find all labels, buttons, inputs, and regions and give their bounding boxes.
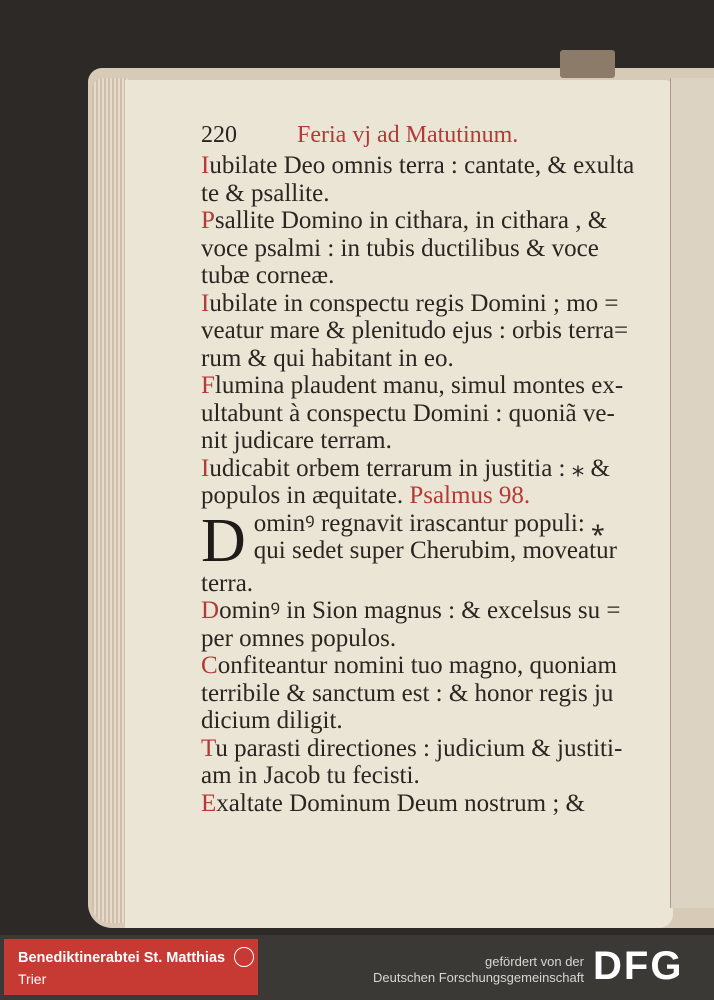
verse-text: rum & qui habitant in eo.	[201, 344, 454, 372]
verse-text: voce psalmi : in tubis ductilibus & voce	[201, 234, 599, 262]
verse-text: terribile & sanctum est : & honor regis ju	[201, 679, 614, 707]
organization-name: Benediktinerabtei St. Matthias	[18, 950, 226, 966]
psalm-heading-line	[201, 482, 646, 510]
red-initial: T	[201, 734, 216, 762]
verse-text: dicium diligit.	[201, 707, 343, 734]
verse-text: onfiteantur nomini tuo magno, quoniam	[217, 652, 617, 679]
dropcap-line: ominꝰ regnavit irascantur populi: ⁎	[253, 509, 605, 537]
verse-text: per omnes populos.	[201, 624, 397, 652]
verse-block-2	[201, 597, 646, 817]
verse-line	[201, 372, 646, 400]
bookmark-tab	[560, 50, 615, 78]
verse-line	[201, 400, 646, 428]
verse-text: am in Jacob tu fecisti.	[201, 762, 420, 789]
red-initial: E	[201, 789, 217, 817]
verse-text: nit judicare terram.	[201, 427, 392, 454]
verse-text: ubilate in conspectu regis Domini ; mo =	[209, 289, 619, 317]
right-page-edge	[670, 78, 714, 908]
verse-line	[201, 152, 646, 180]
running-title: Feria vj ad Matutinum.	[297, 122, 519, 148]
verse-line	[201, 207, 646, 235]
verse-text: xaltate Dominum Deum nostrum ; &	[216, 789, 585, 817]
page-number: 220	[201, 122, 237, 148]
red-initial: D	[201, 597, 220, 624]
verse-text: te & psallite.	[201, 179, 330, 207]
organization-box[interactable]	[4, 939, 258, 995]
verse-line	[201, 735, 646, 763]
verse-line	[201, 235, 646, 263]
verse-line	[201, 317, 646, 345]
dfg-logo[interactable]: DFG	[593, 944, 684, 988]
dropcap-verse	[201, 506, 646, 598]
verse-text: lumina plaudent manu, simul montes ex-	[214, 372, 624, 399]
funding-line-1: gefördert von der	[484, 954, 584, 969]
red-initial: C	[201, 652, 218, 679]
verse-line	[201, 290, 646, 318]
page-edges	[92, 78, 128, 923]
verse-text: udicabit orbem terrarum in justitia : ⁎ &	[209, 454, 610, 482]
verse-text: u parasti directiones : judicium & justiti-	[215, 734, 623, 762]
organization-city: Trier	[18, 971, 47, 987]
abbey-logo-icon	[234, 947, 254, 967]
verse-block-1	[201, 152, 646, 482]
verse-line	[201, 345, 646, 373]
psalm-label: Psalmus 98.	[409, 482, 531, 509]
psalm-line-start: populos in æquitate.	[201, 482, 404, 509]
verse-line	[201, 427, 646, 455]
verse-line	[201, 762, 646, 790]
dropcap-line: qui sedet super Cherubim, moveatur	[253, 537, 617, 564]
dropcap-letter: D	[201, 506, 246, 575]
red-initial: I	[201, 289, 210, 317]
verse-text: veatur mare & plenitudo ejus : orbis terra=	[201, 317, 629, 344]
page-heading	[201, 122, 646, 152]
funding-line-2: Deutschen Forschungsgemeinschaft	[372, 970, 584, 985]
verse-text: sallite Domino in cithara, in cithara , &	[214, 207, 608, 234]
verse-line	[201, 180, 646, 208]
red-initial: F	[201, 372, 215, 399]
verse-line	[201, 652, 646, 680]
verse-text: tubæ corneæ.	[201, 262, 335, 289]
verse-text: ominꝰ in Sion magnus : & excelsus su =	[219, 597, 621, 624]
verse-line	[201, 597, 646, 625]
verse-line	[201, 262, 646, 290]
page-text	[201, 122, 646, 817]
verse-line	[201, 455, 646, 483]
verse-line	[201, 625, 646, 653]
funding-note	[294, 954, 584, 986]
red-initial: I	[201, 152, 210, 179]
verse-line	[201, 790, 646, 818]
red-initial: P	[201, 207, 215, 234]
red-initial: I	[201, 454, 210, 482]
verse-text: ubilate Deo omnis terra : cantate, & exulta	[209, 152, 635, 179]
verse-line	[201, 680, 646, 708]
verse-line	[201, 707, 646, 735]
after-dropcap-line: terra.	[201, 569, 254, 597]
verse-text: ultabunt à conspectu Domini : quoniã ve-	[201, 399, 615, 427]
